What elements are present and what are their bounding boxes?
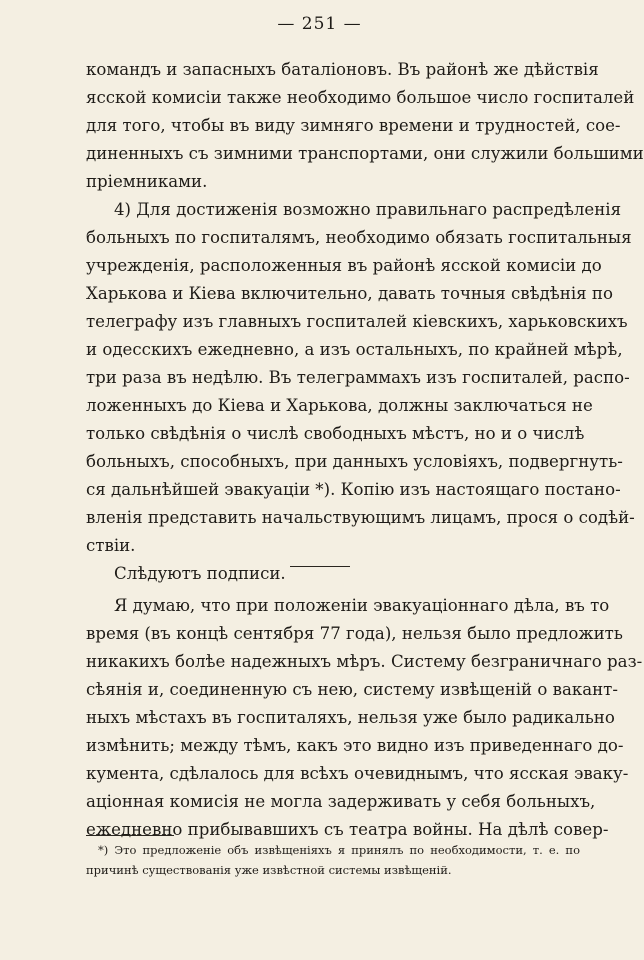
text-line: время (въ концѣ сентября 77 года), нельзя было предложить xyxy=(86,624,623,643)
section-2-text xyxy=(86,592,643,844)
text-line: больныхъ, способныхъ, при данныхъ условіяхъ, подвергнуть- xyxy=(86,452,623,471)
text-line: и одесскихъ ежедневно, а изъ остальныхъ, по крайней мѣрѣ, xyxy=(86,340,623,359)
text-line: учрежденія, расположенныя въ районѣ ясской комисіи до xyxy=(86,256,602,275)
footnote-divider xyxy=(86,835,174,836)
section-1-text xyxy=(86,56,644,588)
text-line: ныхъ мѣстахъ въ госпиталяхъ, нельзя уже было радикально xyxy=(86,708,615,727)
text-line: 4) Для достиженія возможно правильнаго распредѣленія xyxy=(114,200,622,219)
text-line: ясской комисіи также необходимо большое число госпиталей xyxy=(86,88,635,107)
text-line: аціонная комисія не могла задерживать у себя больныхъ, xyxy=(86,792,596,811)
text-line: ствіи. xyxy=(86,536,136,555)
footnote xyxy=(86,840,580,880)
text-line: кумента, сдѣлалось для всѣхъ очевиднымъ, что ясская эваку- xyxy=(86,764,629,783)
text-line: командъ и запасныхъ баталіоновъ. Въ районѣ же дѣйствія xyxy=(86,60,599,79)
text-line: диненныхъ съ зимними транспортами, они служили большими xyxy=(86,144,644,163)
text-line: только свѣдѣнія о числѣ свободныхъ мѣстъ, но и о числѣ xyxy=(86,424,585,443)
text-line: вленія представить начальствующимъ лицамъ, прося о содѣй- xyxy=(86,508,635,527)
page-number: — 251 — xyxy=(277,14,362,34)
section-divider xyxy=(290,566,350,567)
text-line: больныхъ по госпиталямъ, необходимо обязать госпитальныя xyxy=(86,228,632,247)
text-line: Харькова и Кіева включительно, давать точныя свѣдѣнія по xyxy=(86,284,613,303)
text-line: ложенныхъ до Кіева и Харькова, должны заключаться не xyxy=(86,396,593,415)
footnote-line: причинѣ существованія уже извѣстной системы извѣщеній. xyxy=(86,863,452,877)
text-line: для того, чтобы въ виду зимняго времени и трудностей, сое- xyxy=(86,116,621,135)
text-line: ся дальнѣйшей эвакуаціи *). Копію изъ настоящаго постано- xyxy=(86,480,621,499)
text-line: три раза въ недѣлю. Въ телеграммахъ изъ госпиталей, распо- xyxy=(86,368,630,387)
text-line: ежедневно прибывавшихъ съ театра войны. На дѣлѣ совер- xyxy=(86,820,609,839)
text-line: телеграфу изъ главныхъ госпиталей кіевскихъ, харьковскихъ xyxy=(86,312,628,331)
signature-line: Слѣдуютъ подписи. xyxy=(114,564,286,583)
text-line: измѣнить; между тѣмъ, какъ это видно изъ приведеннаго до- xyxy=(86,736,624,755)
text-line: сѣянія и, соединенную съ нею, систему извѣщеній о вакант- xyxy=(86,680,618,699)
text-line: Я думаю, что при положеніи эвакуаціоннаго дѣла, въ то xyxy=(114,596,610,615)
text-line: пріемниками. xyxy=(86,172,208,191)
footnote-line: *) Это предложеніе объ извѣщеніяхъ я принялъ по необходимости, т. е. по xyxy=(98,843,580,857)
text-line: никакихъ болѣе надежныхъ мѣръ. Систему безграничнаго раз- xyxy=(86,652,643,671)
